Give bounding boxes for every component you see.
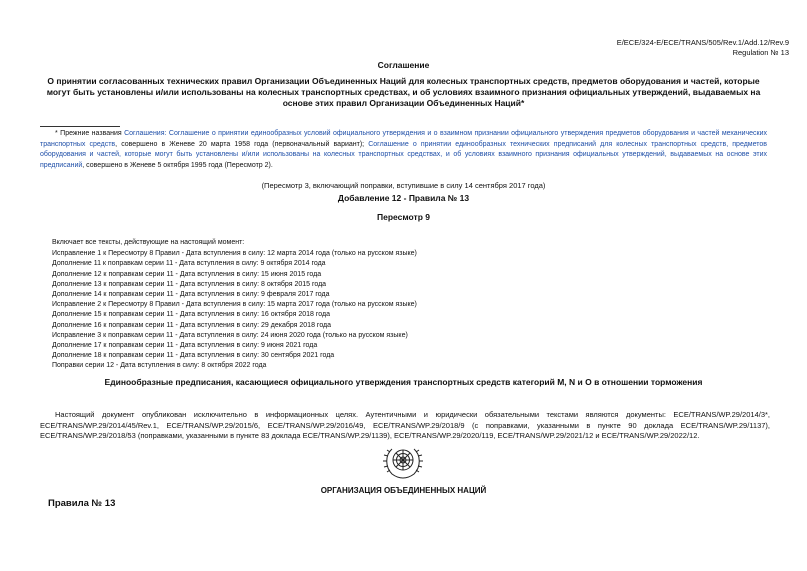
organization-name: ОРГАНИЗАЦИЯ ОБЪЕДИНЕННЫХ НАЦИЙ: [320, 486, 487, 495]
list-item: Поправки серии 12 - Дата вступления в силу: 8 октября 2022 года: [52, 362, 267, 370]
rules-label: Правила № 13: [48, 498, 116, 509]
publication-note-text: Настоящий документ опубликован исключительно в информационных целях. Аутентичными и юридически обязательными текстами являются документы: ECE/TRANS/WP.29/2014/3*, ECE/TRANS/WP.29/2014/45/Rev.1, ECE/TRANS/WP.29/2015/6, ECE/TRANS/WP.29/2016/49, ECE/TRANS/WP.29/2018/9 (с поправками, указанными в пункте 90 доклада ECE/TRANS/WP.29/1137), ECE/TRANS/WP.29/2018/53 (поправками, указанными в пункте 83 доклада ECE/TRANS/WP.29/1139), ECE/TRANS/WP.29/2020/119, ECE/TRANS/WP.29/2021/12 и ECE/TRANS/WP.29/2022/12.: [40, 410, 770, 440]
agreement-heading: Соглашение: [377, 60, 430, 70]
list-item: Дополнение 12 к поправкам серии 11 - Дата вступления в силу: 15 июня 2015 года: [52, 270, 322, 278]
agreement-title: О принятии согласованных технических правил Организации Объединенных Наций для колесных транспортных средств, предметов оборудования и частей, которые могут быть установлены и/или использованы на колесных транспортных средствах, и об условиях взаимного признания официальных утверждений, выдаваемых на основе этих правил Организации Объединенных Наций*: [46, 76, 761, 108]
footnote: [40, 129, 767, 171]
footnote-mid: , совершено в Женеве 20 марта 1958 года (первоначальный вариант);: [115, 140, 369, 148]
publication-note: [40, 410, 770, 442]
revision-title: Пересмотр 9: [377, 212, 430, 222]
footnote-lead: * Прежние названия: [55, 130, 125, 137]
regulation-title: Единообразные предписания, касающиеся официального утверждения транспортных средств категорий M, N и O в отношении торможения: [104, 377, 703, 387]
regulation-ref: Regulation № 13: [732, 48, 789, 57]
list-item: Дополнение 14 к поправкам серии 11 - Дата вступления в силу: 9 февраля 2017 года: [52, 291, 330, 299]
list-item: Дополнение 18 к поправкам серии 11 - Дата вступления в силу: 30 сентября 2021 года: [52, 352, 335, 360]
list-item: Дополнение 13 к поправкам серии 11 - Дата вступления в силу: 8 октября 2015 года: [52, 280, 327, 288]
addendum-title: Добавление 12 - Правила № 13: [337, 193, 470, 203]
list-item: Дополнение 15 к поправкам серии 11 - Дата вступления в силу: 16 октября 2018 года: [52, 311, 330, 319]
list-item: Исправление 1 к Пересмотру 8 Правил - Дата вступления в силу: 12 марта 2014 года (только на русском языке): [52, 250, 417, 258]
list-item: Исправление 3 к поправкам серии 11 - Дата вступления в силу: 24 июня 2020 года (только на русском языке): [52, 331, 408, 339]
includes-intro: Включает все тексты, действующие на настоящий момент:: [52, 239, 245, 246]
footnote-tail: , совершено в Женеве 5 октября 1995 года (Пересмотр 2).: [82, 161, 273, 169]
list-item: Дополнение 16 к поправкам серии 11 - Дата вступления в силу: 29 декабря 2018 года: [52, 321, 332, 329]
footnote-divider: [40, 126, 120, 127]
footnote-link-1958[interactable]: Соглашения: Соглашение о принятии единообразных условий официального утверждения и о взаимном признании официального утверждения предметов оборудования и частей механических транспортных средств: [40, 130, 767, 148]
document-symbol: E/ECE/324-E/ECE/TRANS/505/Rev.1/Add.12/Rev.9: [616, 38, 789, 47]
revision-note: (Пересмотр 3, включающий поправки, вступившие в силу 14 сентября 2017 года): [261, 181, 546, 190]
list-item: Дополнение 17 к поправкам серии 11 - Дата вступления в силу: 9 июня 2021 года: [52, 342, 318, 350]
list-item: Исправление 2 к Пересмотру 8 Правил - Дата вступления в силу: 15 марта 2017 года (только на русском языке): [52, 301, 417, 309]
footnote-link-1995[interactable]: Соглашение о принятии единообразных технических предписаний для колесных транспортных средств, предметов оборудования и частей, которые могут быть установлены и/или использованы на колесных транспортных средствах, и об условиях взаимного признания официальных утверждений, выдаваемых на основе этих предписаний: [40, 140, 767, 169]
includes-list: [52, 238, 472, 372]
list-item: Дополнение 11 к поправкам серии 11 - Дата вступления в силу: 9 октября 2014 года: [52, 260, 326, 268]
un-emblem-icon: [380, 443, 426, 481]
